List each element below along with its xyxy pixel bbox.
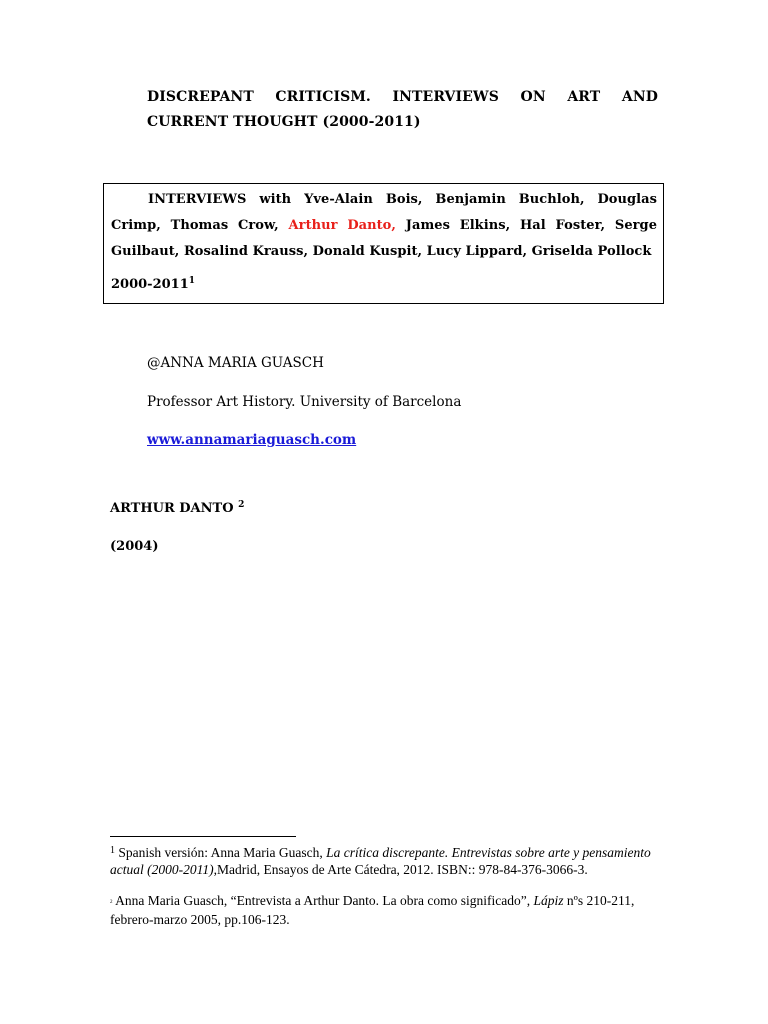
section-title: ARTHUR DANTO [110, 501, 234, 516]
footnote-2-text-b: nºs 210-211, febrero-marzo 2005, pp.106-123. [110, 893, 635, 927]
footnote-ref-1[interactable]: 1 [188, 276, 196, 286]
footnote-ref-2[interactable]: 2 [238, 500, 245, 510]
footnote-2 [110, 892, 658, 928]
interviewees-intro: INTERVIEWS with Yve-Alain Bois, Benjamin Buchloh, Douglas Crimp, Thomas Crow, [111, 192, 657, 233]
footnote-separator [110, 836, 296, 837]
footnote-1-marker: 1 [110, 845, 115, 856]
footnote-2-text-a: Anna Maria Guasch, “Entrevista a Arthur Danto. La obra como significado”, [115, 893, 534, 908]
section-heading [110, 500, 244, 516]
footnote-1 [110, 842, 658, 878]
interviews-box [103, 183, 664, 304]
interviewees-rest: James Elkins, Hal Foster, Serge Guilbaut, Rosalind Krauss, Donald Kuspit, Lucy Lippard, Griselda Pollock [111, 218, 658, 259]
footnote-2-marker: 2 [110, 900, 113, 905]
footnote-1-text-b: ,Madrid, Ensayos de Arte Cátedra, 2012. ISBN:: 978-84-376-3066-3. [213, 862, 588, 877]
interviews-year [111, 276, 195, 292]
interviewees-paragraph [111, 187, 657, 265]
highlighted-interviewee: Arthur Danto, [288, 218, 396, 233]
footnote-1-italic: La crítica discrepante. Entrevistas sobre arte y pensamiento actual (2000-2011) [110, 845, 651, 877]
interviews-year-text: 2000-2011 [111, 277, 189, 292]
author-affiliation: Professor Art History. University of Barcelona [147, 394, 462, 410]
author-name: @ANNA MARIA GUASCH [147, 355, 324, 371]
footnote-1-text-a: Spanish versión: Anna Maria Guasch, [118, 845, 327, 860]
section-year: (2004) [110, 539, 159, 554]
footnote-2-italic: Lápiz [533, 893, 564, 908]
document-title: DISCREPANT CRITICISM. INTERVIEWS ON ART AND CURRENT THOUGHT (2000-2011) [147, 89, 658, 130]
website-link[interactable]: www.annamariaguasch.com [147, 432, 357, 448]
